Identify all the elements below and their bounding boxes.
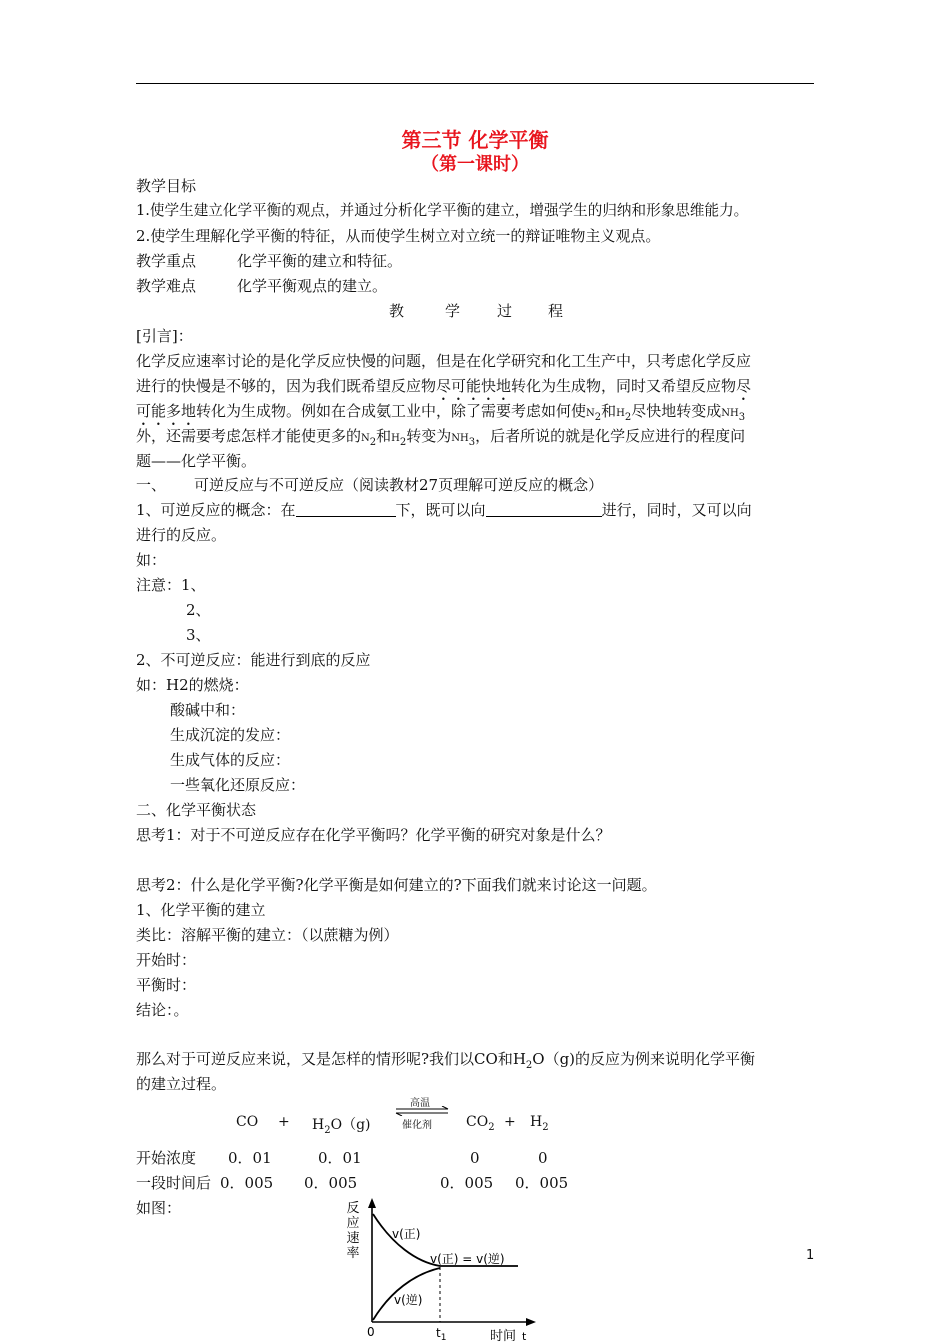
establish-heading: 1、化学平衡的建立 [136,901,266,919]
irreversible-example: 一些氧化还原反应： [170,776,306,794]
header-rule [136,83,814,84]
intro-label: [引言]： [136,327,193,345]
process-heading-char: 教 [389,302,405,320]
note-1: 注意：1、 [136,576,206,594]
reverse-rate-label: v(逆) [394,1293,423,1307]
page-number: 1 [806,1248,815,1263]
y-axis-label-char: 速 [346,1231,360,1246]
intro-line: 外，还需要考虑怎样才能使更多的$N_2$和$H_2$转变为$NH_3$，后者所说的就是化学反应进行的程度问 [136,427,746,448]
emphasis-text: 尽可能快地 [436,377,512,395]
concept-line-end: 进行的反应。 [136,526,227,544]
conc-value: 0．005 [304,1174,358,1192]
y-axis-arrow-icon [368,1198,376,1208]
forward-rate-label: v(正) [392,1227,421,1241]
y-axis-label-char: 应 [346,1216,360,1231]
reversible-intro: 那么对于可逆反应来说，又是怎样的情形呢?我们以CO和$H_2O(g)$的反应为例来说明化学平衡 [136,1050,756,1071]
plus-sign: + [504,1114,516,1130]
product-h2: $H_2$ [530,1114,549,1133]
objective-1: 1.使学生建立化学平衡的观点，并通过分析化学平衡的建立，增强学生的归纳和形象思维能力。 [136,202,749,219]
conc-value: 0 [470,1149,480,1167]
condition-high-temp: 高温 [410,1098,430,1109]
intro-line: 化学反应速率讨论的是化学反应快慢的问题，但是在化学研究和化工生产中，只考虑化学反应 [136,352,752,370]
section-1-title: 可逆反应与不可逆反应（阅读教材27页理解可逆反应的概念） [194,476,604,494]
y-axis-label-char: 反 [346,1201,360,1216]
fill-in-blank[interactable] [486,502,602,517]
conc-start-label: 开始浓度 [136,1149,197,1167]
reversible-arrow-icon [394,1106,450,1116]
x-axis-label: 时间 [490,1329,517,1344]
y-axis-label-char: 率 [346,1246,360,1261]
difficulty-text: 化学平衡观点的建立。 [237,277,388,295]
intro-line: 可能多地转化为生成物。例如在合成氨工业中，除了需要考虑如何使$N_2$和$H_2$尽快地转变成$NH_3$ [136,402,746,423]
objective-2: 2.使学生理解化学平衡的特征，从而使学生树立对立统一的辩证唯物主义观点。 [136,227,661,245]
rate-time-graph [340,1194,540,1344]
irreversible-example: 生成沉淀的发应： [170,726,291,744]
t1-label: $t_1$ [436,1326,447,1343]
key-point-text: 化学平衡的建立和特征。 [237,252,403,270]
conc-value: 0．01 [228,1149,272,1167]
section-2-title: 二、化学平衡状态 [136,801,257,819]
reversible-intro-end: 的建立过程。 [136,1075,227,1093]
objectives-heading: 教学目标 [136,177,197,195]
process-heading-char: 学 [445,302,461,320]
start-line: 开始时： [136,951,197,969]
example-label: 如： [136,551,167,569]
equilibrium-line: 平衡时： [136,976,197,994]
reactant-co: CO [236,1114,259,1130]
conc-value: 0．005 [515,1174,569,1192]
conc-value: 0．005 [220,1174,274,1192]
origin-label: 0 [367,1325,375,1339]
process-heading-char: 程 [548,302,564,320]
section-1-number: 一、 [136,476,167,494]
page-title: 第三节 化学平衡 [401,128,549,152]
key-point-label: 教学重点 [136,252,197,270]
condition-catalyst: 催化剂 [402,1120,432,1131]
conc-later-label: 一段时间后 [136,1174,212,1192]
conc-value: 0 [538,1149,548,1167]
reactant-h2o: $H_2O(g)$ [312,1117,371,1136]
process-heading-char: 过 [497,302,513,320]
concept-line: 1、可逆反应的概念：在 下，既可以向 进行，同时，又可以向 [136,501,752,519]
equal-rate-label: v(正) = v(逆) [430,1252,505,1266]
intro-line: 进行的快慢是不够的，因为我们既希望反应物尽可能快地转化为生成物，同时又希望反应物尽 [136,377,752,395]
conc-value: 0．01 [318,1149,362,1167]
irreversible-example: 酸碱中和： [170,701,246,719]
product-co2: $CO_2$ [466,1114,495,1133]
fill-in-blank[interactable] [296,502,396,517]
plus-sign: + [278,1114,290,1130]
difficulty-label: 教学难点 [136,277,197,295]
figure-label: 如图： [136,1199,182,1217]
think-2: 思考2：什么是化学平衡?化学平衡是如何建立的?下面我们就来讨论这一问题。 [136,876,657,894]
note-2: 2、 [186,601,211,619]
note-3: 3、 [186,626,211,644]
conc-value: 0．005 [440,1174,494,1192]
emphasis-text: 尽 [736,377,752,395]
irreversible-definition: 2、不可逆反应：能进行到底的反应 [136,651,371,669]
irreversible-example: 生成气体的反应： [170,751,291,769]
x-axis-unit: t [522,1330,527,1343]
x-axis-arrow-icon [526,1318,536,1326]
intro-line: 题——化学平衡。 [136,452,257,470]
think-1: 思考1：对于不可逆反应存在化学平衡吗？化学平衡的研究对象是什么？ [136,826,611,844]
emphasis-text: 可能多地 [136,402,197,420]
analogy-line: 类比：溶解平衡的建立：（以蔗糖为例） [136,926,399,944]
conclusion-line: 结论：。 [136,1001,189,1019]
irreversible-example: 如：H2的燃烧： [136,676,249,694]
page-subtitle: （第一课时） [421,154,529,175]
